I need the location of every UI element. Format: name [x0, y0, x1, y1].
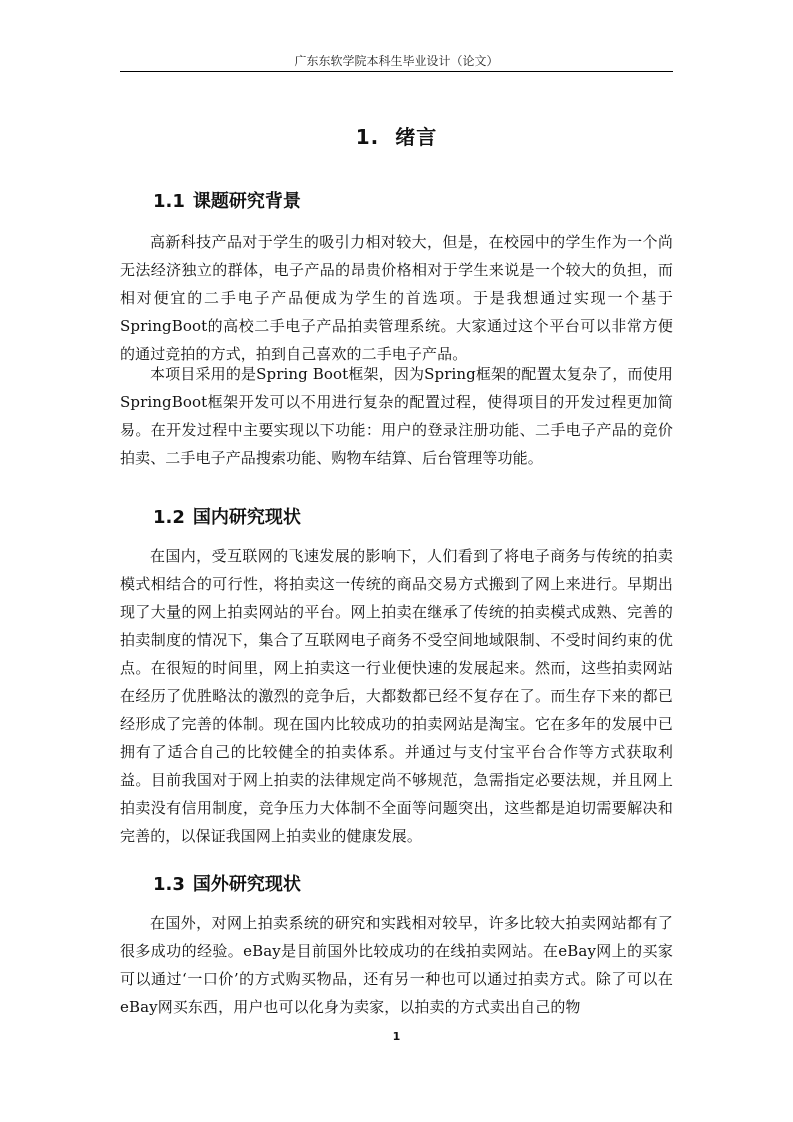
section-heading-1-2 — [153, 505, 301, 531]
paragraph: 本项目采用的是Spring Boot框架，因为Spring框架的配置太复杂了，而使用SpringBoot框架开发可以不用进行复杂的配置过程，使得项目的开发过程更加简易。在开发过程中主要实现以下功能：用户的登录注册功能、二手电子产品的竞价拍卖、二手电子产品搜索功能、购物车结算、后台管理等功能。 — [120, 365, 673, 467]
section-title: 国内研究现状 — [192, 507, 301, 528]
section-number: 1.1 — [153, 191, 185, 212]
section-title: 国外研究现状 — [192, 874, 301, 895]
header-rule — [120, 71, 673, 72]
section-title: 课题研究背景 — [192, 191, 301, 212]
section-heading-1-1 — [153, 189, 301, 215]
paragraph: 在国内，受互联网的飞速发展的影响下，人们看到了将电子商务与传统的拍卖模式相结合的可行性，将拍卖这一传统的商品交易方式搬到了网上来进行。早期出现了大量的网上拍卖网站的平台。网上拍卖在继承了传统的拍卖模式成熟、完善的拍卖制度的情况下，集合了互联网电子商务不受空间地域限制、不受时间约束的优点。在很短的时间里，网上拍卖这一行业便快速的发展起来。然而，这些拍卖网站在经历了优胜略汰的激烈的竞争后，大都数都已经不复存在了。而生存下来的都已经形成了完善的体制。现在国内比较成功的拍卖网站是淘宝。它在多年的发展中已拥有了适合自己的比较健全的拍卖体系。并通过与支付宝平台合作等方式获取利益。目前我国对于网上拍卖的法律规定尚不够规范，急需指定必要法规，并且网上拍卖没有信用制度，竞争压力大体制不全面等问题突出，这些都是迫切需要解决和完善的，以保证我国网上拍卖业的健康发展。 — [120, 547, 673, 845]
chapter-title — [0, 121, 793, 150]
paragraph: 高新科技产品对于学生的吸引力相对较大，但是，在校园中的学生作为一个尚无法经济独立的群体，电子产品的昂贵价格相对于学生来说是一个较大的负担，而相对便宜的二手电子产品便成为学生的首选项。于是我想通过实现一个基于SpringBoot的高校二手电子产品拍卖管理系统。大家通过这个平台可以非常方便的通过竞拍的方式，拍到自己喜欢的二手电子产品。 — [120, 233, 673, 363]
chapter-number: 1. — [355, 125, 380, 149]
section-number: 1.3 — [153, 874, 185, 895]
paragraph: 在国外，对网上拍卖系统的研究和实践相对较早，许多比较大拍卖网站都有了很多成功的经验。eBay是目前国外比较成功的在线拍卖网站。在eBay网上的买家可以通过‘一口价’的方式购买物品，还有另一种也可以通过拍卖方式。除了可以在eBay网买东西，用户也可以化身为卖家，以拍卖的方式卖出自己的物 — [120, 914, 673, 1016]
section-heading-1-3 — [153, 872, 301, 898]
page-number: 1 — [392, 1030, 401, 1043]
section-number: 1.2 — [153, 507, 185, 528]
running-header: 广东东软学院本科生毕业设计（论文） — [294, 54, 499, 68]
chapter-title-text: 绪言 — [395, 125, 438, 149]
